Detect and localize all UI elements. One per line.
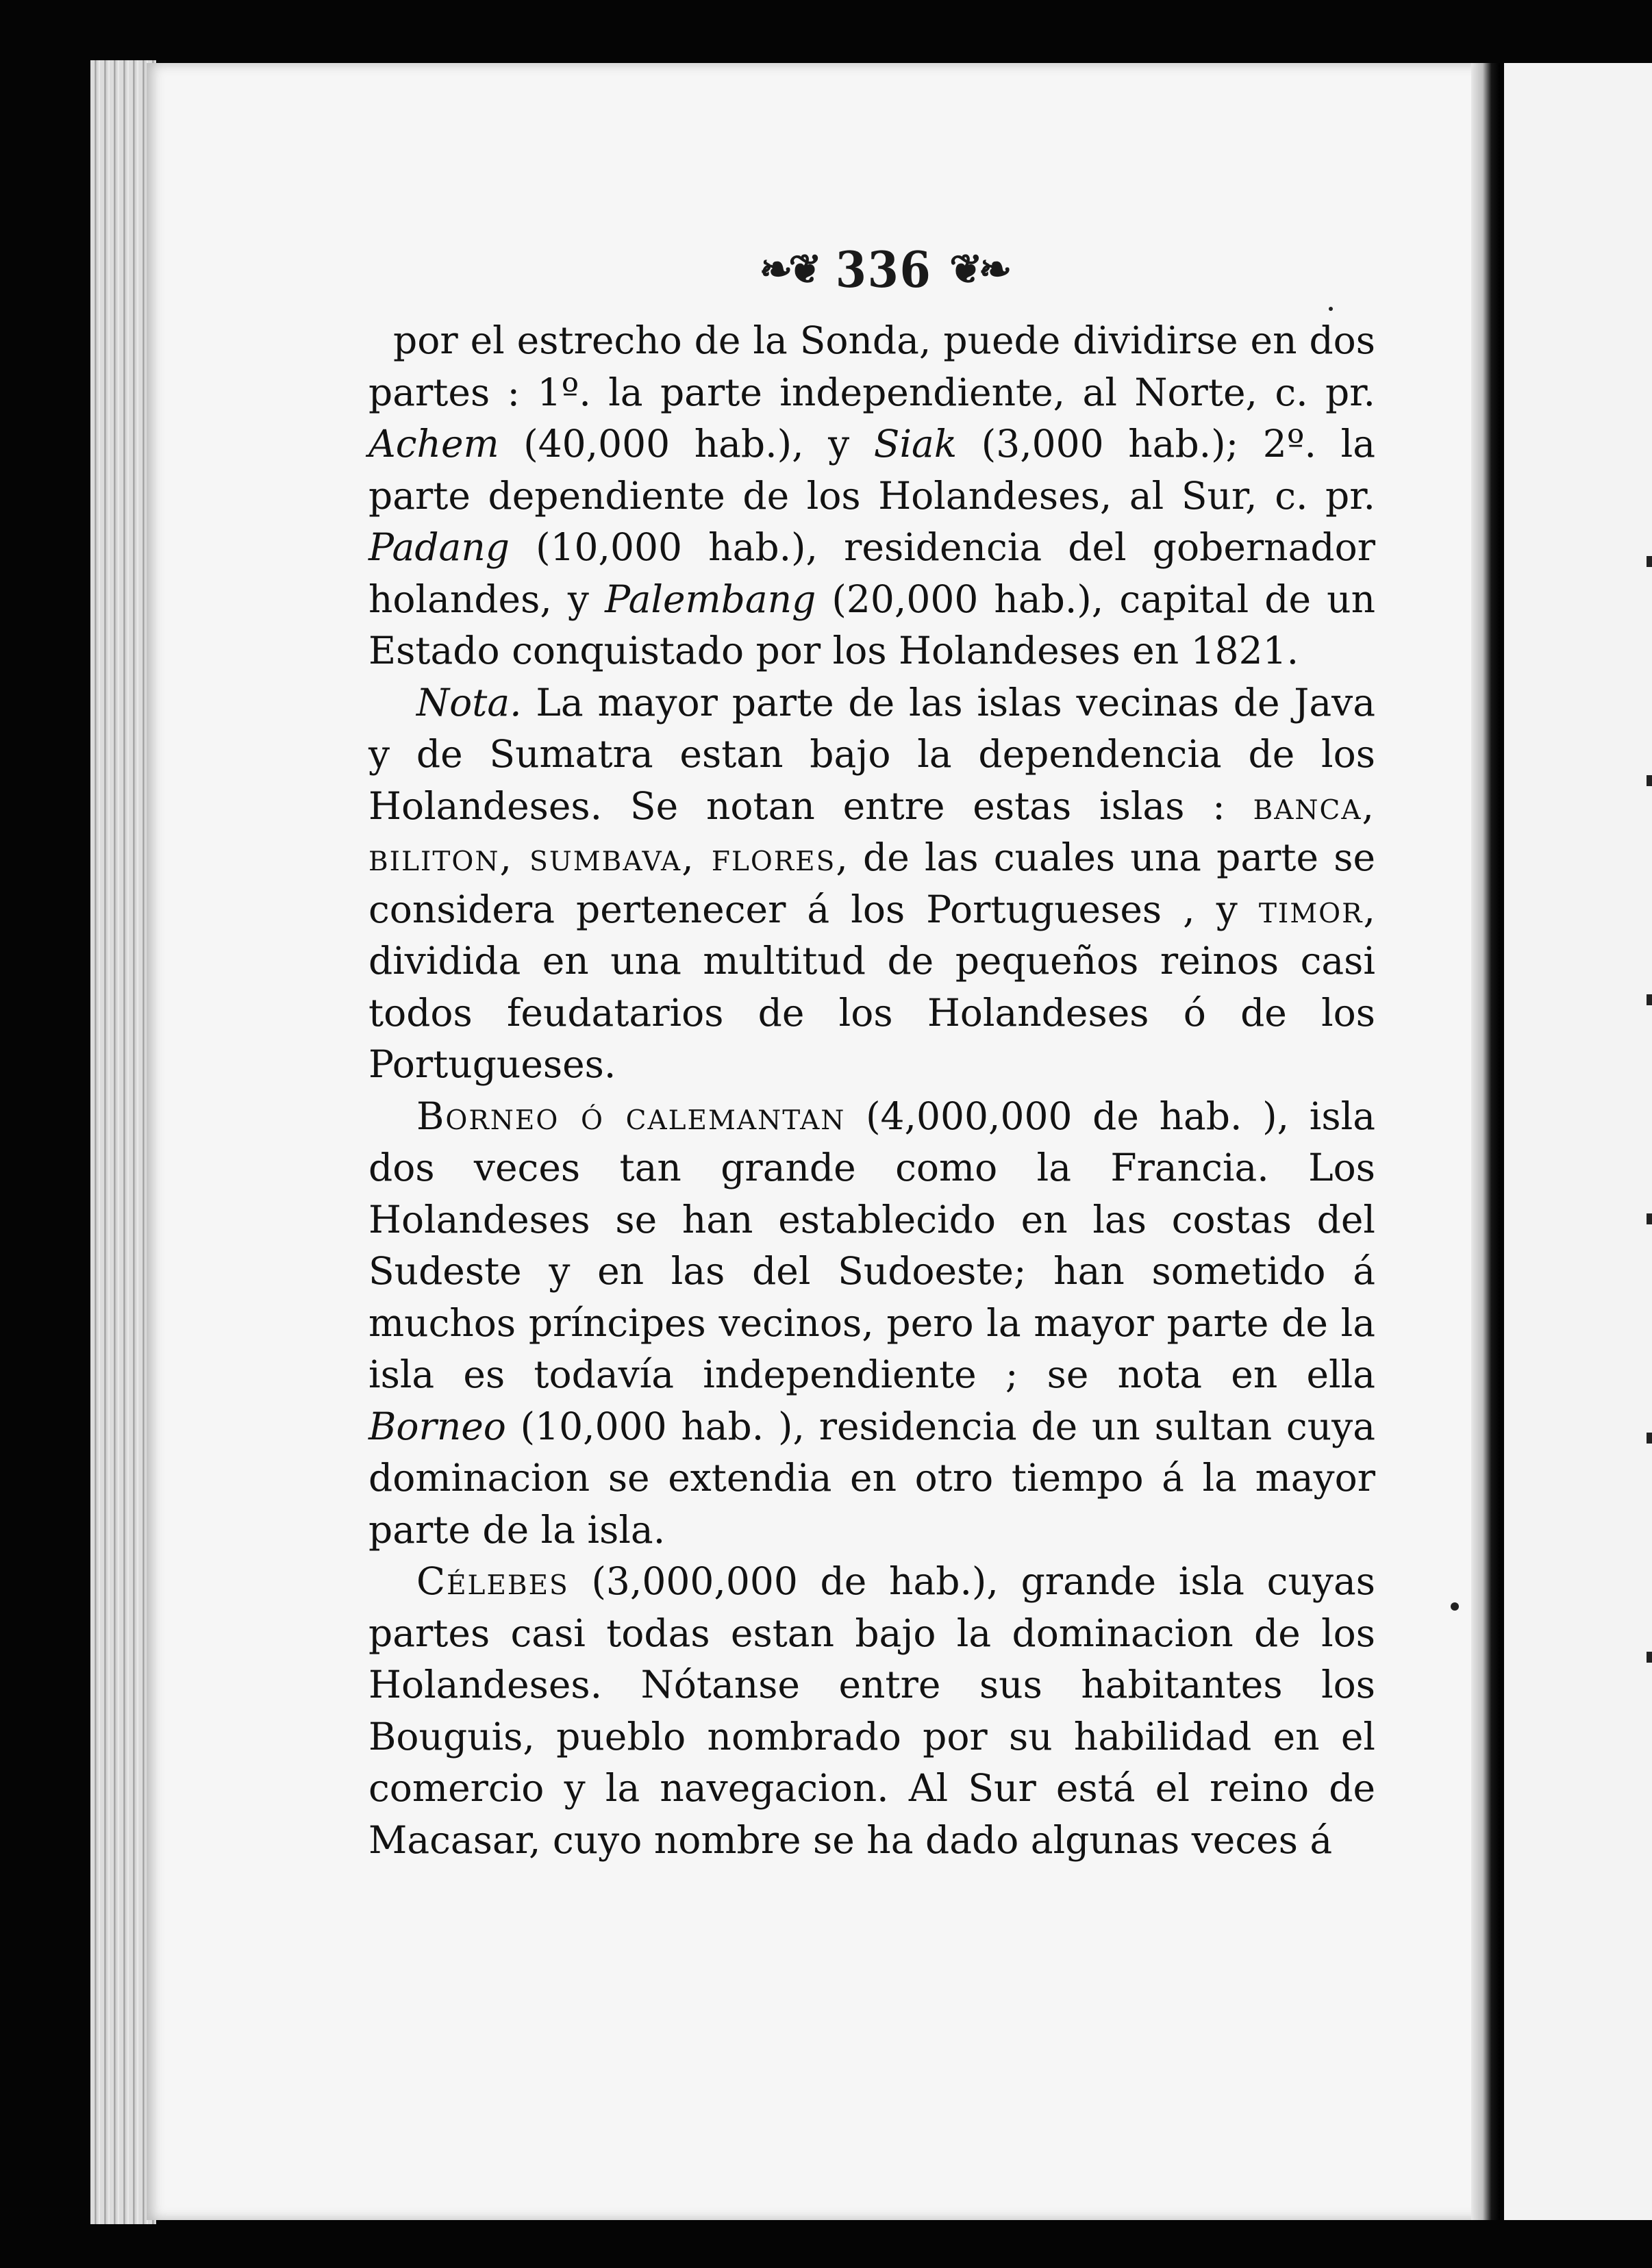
- text-run: , de las cuales una parte se considera pertenecer á los Portugueses , y: [368, 835, 1375, 931]
- book-gutter: [1471, 63, 1500, 2220]
- text-run: , dividida en una multitud de pequeños reinos casi todos feudatarios de los Holandeses ó de los Portugueses.: [368, 887, 1375, 1086]
- text-run: (20,000 hab.), capital de un Estado conquistado por los Holandeses en 1821.: [368, 577, 1375, 672]
- scan-speck: [1329, 307, 1333, 311]
- adjacent-page-edge-marks: [1647, 433, 1652, 1802]
- paragraph-borneo: [368, 1091, 1375, 1557]
- place-name: Borneo: [368, 1404, 506, 1448]
- place-name: Siak: [873, 422, 958, 466]
- place-name: Achem: [368, 422, 499, 466]
- island-name: timor: [1258, 887, 1364, 931]
- page-number: 336: [835, 240, 932, 299]
- text-run: (10,000 hab. ), residencia de un sultan cuya dominacion se extendia en otro tiempo á la mayor parte de la isla.: [368, 1404, 1375, 1552]
- section-heading: Célebes: [416, 1559, 569, 1603]
- text-run: (4,000,000 de hab. ), isla dos veces tan grande como la Francia. Los Holandeses se han establecido en las costas del Sudeste y en las del Sudoeste; han sometido á muchos príncipes vecinos, pero la mayor parte de la isla es todavía independiente ; se nota en ella: [368, 1094, 1375, 1396]
- text-run: (40,000 hab.), y: [499, 422, 874, 466]
- place-name: Padang: [368, 525, 510, 569]
- island-names: banca, biliton, sumbava, flores: [368, 783, 1375, 879]
- scan-speck: [1451, 1602, 1459, 1611]
- ornament-left-icon: ❧❦: [759, 246, 818, 292]
- page-header: [740, 238, 1027, 300]
- place-name: Palembang: [605, 577, 816, 621]
- text-run: por el estrecho de la Sonda, puede dividirse en dos partes : 1º. la parte independiente, al Norte, c. pr.: [368, 318, 1375, 414]
- section-heading: Borneo ó calemantan: [416, 1094, 846, 1138]
- paragraph-nota: [368, 677, 1375, 1091]
- paragraph-sumatra: [368, 315, 1375, 677]
- body-text: [368, 315, 1375, 1866]
- text-run: (3,000 hab.); 2º. la parte dependiente de los Holandeses, al Sur, c. pr.: [368, 422, 1375, 518]
- text-run: (10,000 hab.), residencia del gobernador holandes, y: [368, 525, 1375, 621]
- text-run: La mayor parte de las islas vecinas de Java y de Sumatra estan bajo la dependencia de los Holandeses. Se notan entre estas islas :: [368, 680, 1375, 828]
- paragraph-celebes: [368, 1556, 1375, 1866]
- adjacent-page: [1504, 63, 1652, 2220]
- text-run: (3,000,000 de hab.), grande isla cuyas partes casi todas estan bajo la dominacion de los Holandeses. Nótanse entre sus habitantes los Bouguis, pueblo nombrado por su habilidad en el comercio y la navegacion. Al Sur está el reino de Macasar, cuyo nombre se ha dado algunas veces á: [368, 1559, 1375, 1862]
- note-label: Nota.: [416, 680, 522, 724]
- ornament-right-icon: ❦❧: [949, 246, 1008, 292]
